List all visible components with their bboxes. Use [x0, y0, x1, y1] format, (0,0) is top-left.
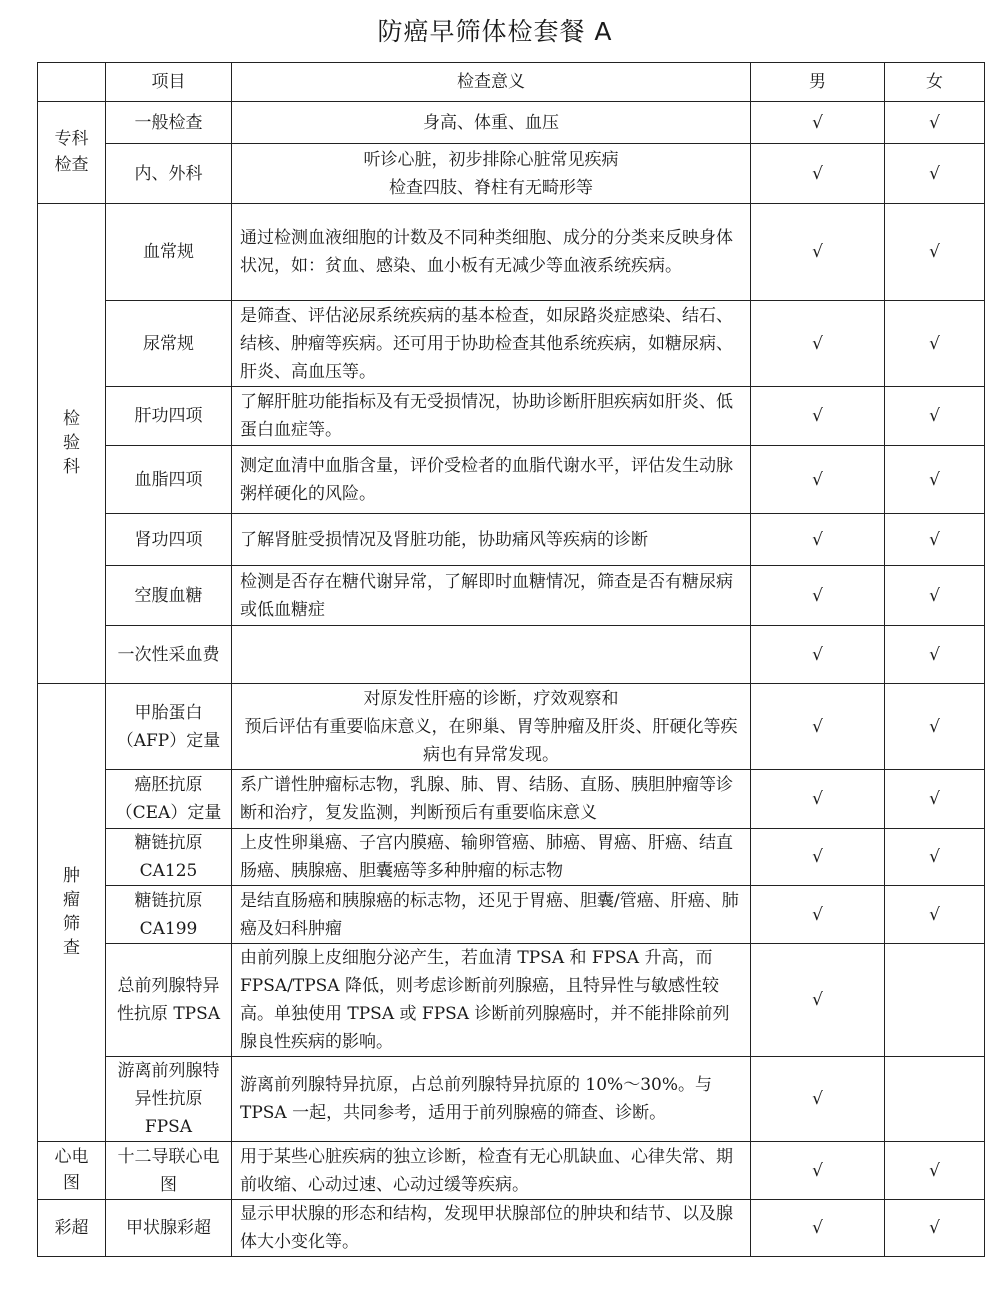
female-check-cell [885, 886, 985, 944]
female-check-cell [885, 301, 985, 387]
table-row [38, 387, 985, 446]
check-mark-icon: √ [812, 163, 823, 184]
check-mark-icon: √ [812, 529, 823, 550]
check-mark-icon: √ [812, 716, 823, 737]
check-mark-icon: √ [812, 585, 823, 606]
item-cell: 游离前列腺特异性抗原 FPSA [106, 1057, 232, 1142]
item-cell: 血常规 [106, 204, 232, 301]
meaning-cell: 检测是否存在糖代谢异常，了解即时血糖情况，筛查是否有糖尿病或低血糖症 [232, 566, 751, 626]
meaning-cell: 系广谱性肿瘤标志物，乳腺、肺、胃、结肠、直肠、胰胆肿瘤等诊断和治疗，复发监测，判断预后有重要临床意义 [232, 770, 751, 829]
table-row [38, 1200, 985, 1257]
check-mark-icon: √ [929, 242, 940, 262]
female-check-cell [885, 514, 985, 566]
table-body [38, 102, 985, 1257]
item-cell: 甲状腺彩超 [106, 1200, 232, 1257]
meaning-cell: 显示甲状腺的形态和结构，发现甲状腺部位的肿块和结节、以及腺体大小变化等。 [232, 1200, 751, 1257]
table-row [38, 446, 985, 514]
female-check-cell [885, 944, 985, 1057]
check-mark-icon: √ [812, 990, 823, 1010]
male-check-cell [751, 204, 885, 301]
check-mark-icon: √ [929, 1218, 940, 1238]
check-mark-icon: √ [812, 644, 823, 665]
check-mark-icon: √ [812, 847, 823, 867]
check-mark-icon: √ [812, 789, 823, 809]
male-check-cell [751, 1200, 885, 1257]
meaning-cell: 是结直肠癌和胰腺癌的标志物，还见于胃癌、胆囊/管癌、肝癌、肺癌及妇科肿瘤 [232, 886, 751, 944]
check-mark-icon: √ [929, 112, 940, 133]
male-check-cell [751, 387, 885, 446]
check-mark-icon: √ [812, 904, 823, 925]
item-cell: 糖链抗原 CA125 [106, 829, 232, 886]
meaning-cell: 由前列腺上皮细胞分泌产生，若血清 TPSA 和 FPSA 升高，而 FPSA/TPSA 降低，则考虑诊断前列腺癌，且特异性与敏感性较高。单独使用 TPSA 或 FPSA 诊断前列腺癌时，并不能排除前列腺良性疾病的影响。 [232, 944, 751, 1057]
checkup-table [37, 62, 985, 1257]
female-check-cell [885, 204, 985, 301]
category-cell [38, 204, 106, 684]
item-cell: 一次性采血费 [106, 626, 232, 684]
category-cell [38, 1200, 106, 1257]
male-check-cell [751, 446, 885, 514]
header-category [38, 63, 106, 102]
male-check-cell [751, 829, 885, 886]
item-cell: 内、外科 [106, 144, 232, 204]
item-cell: 血脂四项 [106, 446, 232, 514]
category-label: 肿瘤筛查 [63, 865, 80, 958]
male-check-cell [751, 144, 885, 204]
check-mark-icon: √ [812, 469, 823, 490]
female-check-cell [885, 770, 985, 829]
male-check-cell [751, 1057, 885, 1142]
category-cell [38, 684, 106, 1142]
female-check-cell [885, 387, 985, 446]
female-check-cell [885, 1200, 985, 1257]
category-label: 专科检查 [54, 129, 89, 175]
check-mark-icon: √ [812, 112, 823, 133]
check-mark-icon: √ [812, 242, 823, 262]
check-mark-icon: √ [929, 716, 940, 737]
category-label: 彩超 [54, 1218, 89, 1238]
check-mark-icon: √ [929, 333, 940, 354]
female-check-cell [885, 626, 985, 684]
female-check-cell [885, 566, 985, 626]
item-cell: 空腹血糖 [106, 566, 232, 626]
check-mark-icon: √ [812, 1160, 823, 1181]
female-check-cell [885, 829, 985, 886]
header-item: 项目 [106, 63, 232, 102]
female-check-cell [885, 102, 985, 144]
check-mark-icon: √ [812, 1218, 823, 1238]
male-check-cell [751, 566, 885, 626]
meaning-cell: 用于某些心脏疾病的独立诊断，检查有无心肌缺血、心律失常、期前收缩、心动过速、心动过缓等疾病。 [232, 1142, 751, 1200]
meaning-cell: 身高、体重、血压 [232, 102, 751, 144]
table-row [38, 1057, 985, 1142]
item-cell: 甲胎蛋白（AFP）定量 [106, 684, 232, 770]
table-row [38, 684, 985, 770]
table-row [38, 1142, 985, 1200]
check-mark-icon: √ [929, 904, 940, 925]
check-mark-icon: √ [929, 847, 940, 867]
female-check-cell [885, 144, 985, 204]
check-mark-icon: √ [929, 406, 940, 426]
item-cell: 肾功四项 [106, 514, 232, 566]
meaning-cell: 测定血清中血脂含量，评价受检者的血脂代谢水平，评估发生动脉粥样硬化的风险。 [232, 446, 751, 514]
table-row [38, 102, 985, 144]
male-check-cell [751, 770, 885, 829]
header-male: 男 [751, 63, 885, 102]
female-check-cell [885, 1057, 985, 1142]
item-cell: 一般检查 [106, 102, 232, 144]
meaning-cell: 对原发性肝癌的诊断，疗效观察和 预后评估有重要临床意义，在卵巢、胃等肿瘤及肝炎、肝硬化等疾病也有异常发现。 [232, 684, 751, 770]
meaning-cell: 了解肾脏受损情况及肾脏功能，协助痛风等疾病的诊断 [232, 514, 751, 566]
female-check-cell [885, 684, 985, 770]
male-check-cell [751, 944, 885, 1057]
check-mark-icon: √ [929, 469, 940, 490]
item-cell: 十二导联心电图 [106, 1142, 232, 1200]
header-female: 女 [885, 63, 985, 102]
meaning-cell: 是筛查、评估泌尿系统疾病的基本检查，如尿路炎症感染、结石、结核、肿瘤等疾病。还可用于协助检查其他系统疾病，如糖尿病、肝炎、高血压等。 [232, 301, 751, 387]
table-row [38, 829, 985, 886]
page-title: 防癌早筛体检套餐 A [377, 17, 613, 46]
table-row [38, 144, 985, 204]
item-cell: 总前列腺特异性抗原 TPSA [106, 944, 232, 1057]
check-mark-icon: √ [812, 333, 823, 354]
check-mark-icon: √ [929, 163, 940, 184]
item-cell: 癌胚抗原（CEA）定量 [106, 770, 232, 829]
male-check-cell [751, 1142, 885, 1200]
male-check-cell [751, 102, 885, 144]
male-check-cell [751, 684, 885, 770]
header-row [38, 63, 985, 102]
male-check-cell [751, 626, 885, 684]
table-row [38, 204, 985, 301]
category-label: 检验科 [63, 408, 80, 477]
meaning-cell [232, 626, 751, 684]
table-row [38, 886, 985, 944]
meaning-cell: 了解肝脏功能指标及有无受损情况，协助诊断肝胆疾病如肝炎、低蛋白血症等。 [232, 387, 751, 446]
category-cell [38, 102, 106, 204]
female-check-cell [885, 446, 985, 514]
table-row [38, 626, 985, 684]
check-mark-icon: √ [929, 1160, 940, 1181]
category-cell [38, 1142, 106, 1200]
check-mark-icon: √ [812, 406, 823, 426]
item-cell: 肝功四项 [106, 387, 232, 446]
table-row [38, 514, 985, 566]
male-check-cell [751, 886, 885, 944]
category-label: 心电图 [54, 1147, 89, 1193]
male-check-cell [751, 514, 885, 566]
check-mark-icon: √ [929, 585, 940, 606]
check-mark-icon: √ [929, 644, 940, 665]
header-meaning: 检查意义 [232, 63, 751, 102]
item-cell: 尿常规 [106, 301, 232, 387]
table-row [38, 301, 985, 387]
check-mark-icon: √ [929, 529, 940, 550]
meaning-cell: 游离前列腺特异抗原，占总前列腺特异抗原的 10%～30%。与 TPSA 一起，共同参考，适用于前列腺癌的筛查、诊断。 [232, 1057, 751, 1142]
table-row [38, 770, 985, 829]
table-row [38, 566, 985, 626]
meaning-cell: 上皮性卵巢癌、子宫内膜癌、输卵管癌、肺癌、胃癌、肝癌、结直肠癌、胰腺癌、胆囊癌等多种肿瘤的标志物 [232, 829, 751, 886]
male-check-cell [751, 301, 885, 387]
meaning-cell: 听诊心脏，初步排除心脏常见疾病 检查四肢、脊柱有无畸形等 [232, 144, 751, 204]
item-cell: 糖链抗原 CA199 [106, 886, 232, 944]
check-mark-icon: √ [929, 789, 940, 809]
check-mark-icon: √ [812, 1089, 823, 1109]
meaning-cell: 通过检测血液细胞的计数及不同种类细胞、成分的分类来反映身体状况，如：贫血、感染、血小板有无减少等血液系统疾病。 [232, 204, 751, 301]
table-row [38, 944, 985, 1057]
female-check-cell [885, 1142, 985, 1200]
